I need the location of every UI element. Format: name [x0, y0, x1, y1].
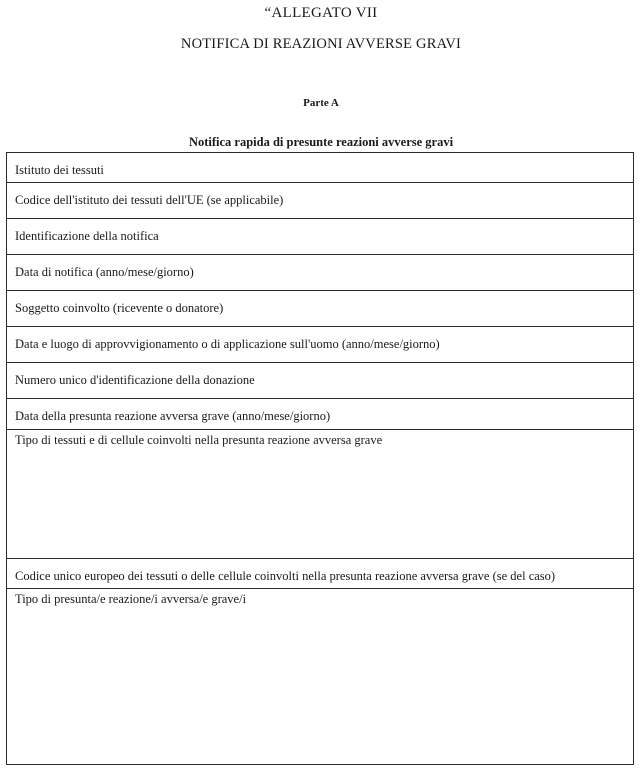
form-row-european-code [7, 559, 633, 589]
form-row-procurement-date-place [7, 327, 633, 363]
form-row-reaction-date [7, 399, 633, 430]
field-label-reaction-date: Data della presunta reazione avversa grave (anno/mese/giorno) [15, 409, 331, 423]
form-row-tissue-cell-type [7, 430, 633, 559]
section-title: Notifica rapida di presunte reazioni avverse gravi [188, 135, 454, 149]
annex-title: “ALLEGATO VII [264, 5, 378, 21]
field-label-notification-date: Data di notifica (anno/mese/giorno) [15, 265, 194, 279]
field-label-subject-involved: Soggetto coinvolto (ricevente o donatore) [15, 301, 224, 315]
field-label-tissue-cell-type: Tipo di tessuti e di cellule coinvolti nella presunta reazione avversa grave [15, 433, 383, 447]
field-label-reaction-type: Tipo di presunta/e reazione/i avversa/e grave/i [15, 592, 247, 606]
field-label-notification-id: Identificazione della notifica [15, 229, 159, 243]
part-title: Parte A [303, 97, 339, 109]
field-label-procurement-date-place: Data e luogo di approvvigionamento o di applicazione sull'uomo (anno/mese/giorno) [15, 337, 440, 351]
form-row-notification-date [7, 255, 633, 291]
form-row-eu-establishment-code [7, 183, 633, 219]
form-row-reaction-type [7, 589, 633, 765]
notification-form-table [6, 152, 634, 765]
field-label-donation-id: Numero unico d'identificazione della donazione [15, 373, 255, 387]
field-label-european-code: Codice unico europeo dei tessuti o delle cellule coinvolti nella presunta reazione avversa grave (se del caso) [15, 569, 556, 583]
form-row-subject-involved [7, 291, 633, 327]
form-row-tissue-establishment [7, 153, 633, 183]
field-label-eu-establishment-code: Codice dell'istituto dei tessuti dell'UE (se applicabile) [15, 193, 284, 207]
form-row-donation-id [7, 363, 633, 399]
form-row-notification-id [7, 219, 633, 255]
document-title: NOTIFICA DI REAZIONI AVVERSE GRAVI [180, 36, 462, 52]
field-label-tissue-establishment: Istituto dei tessuti [15, 163, 104, 177]
